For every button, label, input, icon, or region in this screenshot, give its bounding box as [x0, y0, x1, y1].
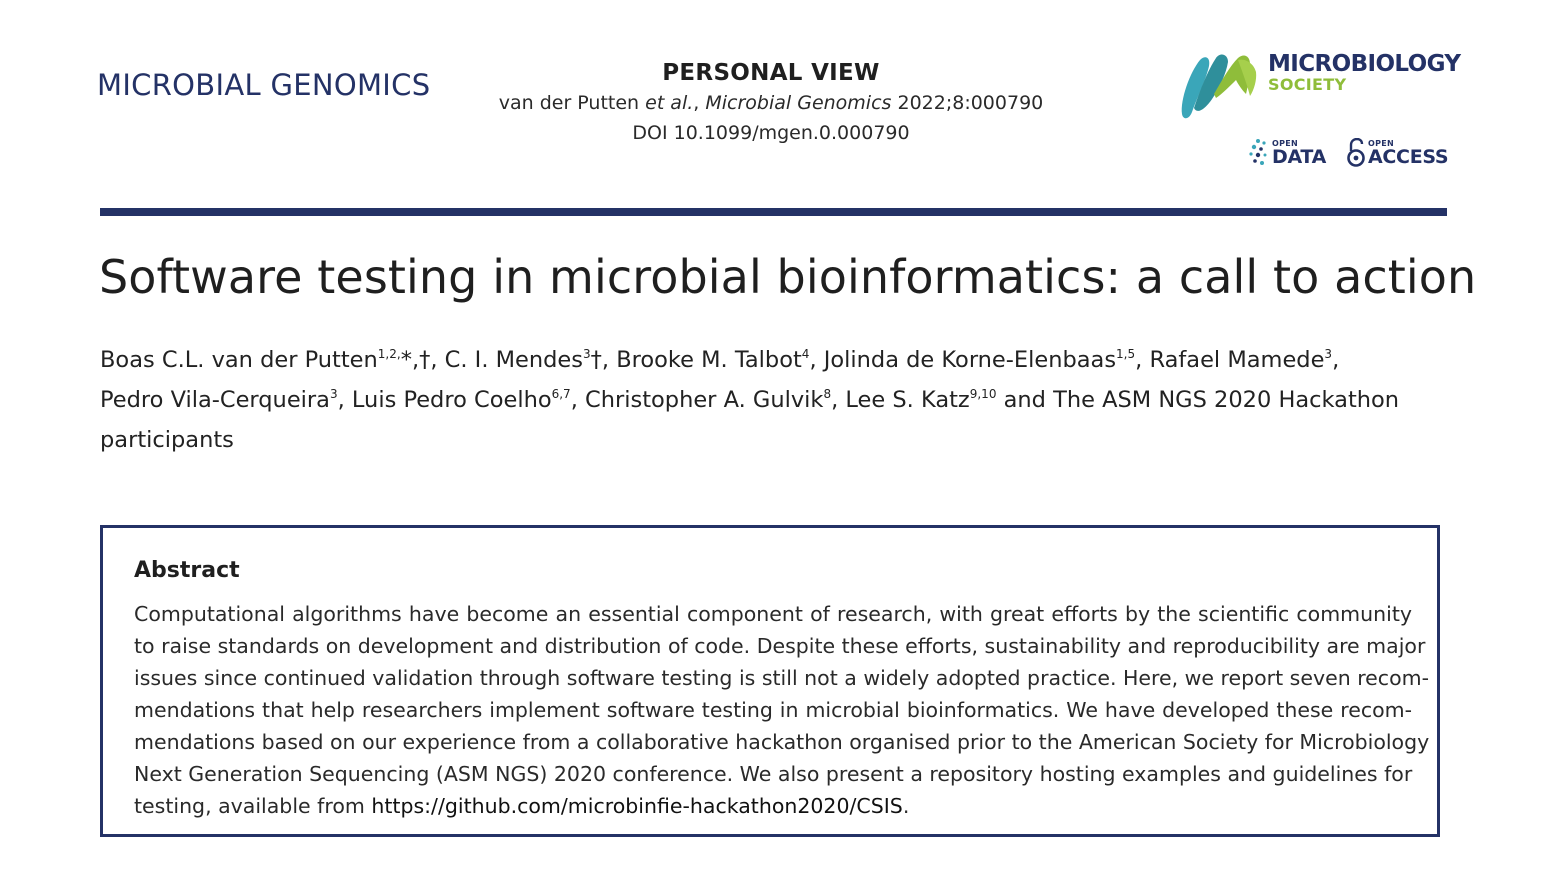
abstract-line: mendations that help researchers implement software testing in microbial bioinformatics. We have developed these recom- — [134, 698, 1412, 722]
citation — [420, 92, 1122, 114]
author-line-1 — [100, 340, 1430, 380]
article-title: Software testing in microbial bioinformatics: a call to action — [99, 250, 1477, 304]
abstract-line: to raise standards on development and distribution of code. Despite these efforts, sustainability and reproducibility are major — [134, 634, 1426, 658]
abstract-line: mendations based on our experience from a collaborative hackathon organised prior to the American Society for Microbiology — [134, 730, 1430, 754]
open-data-badge[interactable] — [1248, 136, 1328, 170]
author-suffix: †, — [590, 347, 617, 373]
author-suffix: *,†, — [400, 347, 445, 373]
author-name: Boas C.L. van der Putten — [100, 347, 378, 373]
abstract-line-last — [134, 790, 1412, 822]
author-affiliation: 6,7 — [551, 387, 571, 401]
abstract-line: issues since continued validation through software testing is still not a widely adopted practice. Here, we report seven recom- — [134, 666, 1429, 690]
header-rule — [100, 208, 1447, 216]
author-suffix: , — [809, 347, 824, 373]
doi[interactable]: DOI 10.1099/mgen.0.000790 — [632, 122, 910, 144]
author-name: Christopher A. Gulvik — [585, 387, 824, 413]
author-suffix: , — [831, 387, 846, 413]
author-suffix: , — [1135, 347, 1150, 373]
author-suffix: , — [570, 387, 586, 413]
author-affiliation: 4 — [801, 347, 810, 361]
author-name: Lee S. Katz — [845, 387, 970, 413]
author-list — [100, 340, 1430, 460]
repository-link[interactable]: https://github.com/microbinfie-hackathon2020/CSIS — [371, 794, 903, 818]
author-affiliation: 1,5 — [1116, 347, 1136, 361]
article-type: PERSONAL VIEW — [662, 60, 880, 86]
open-data-small: OPEN — [1272, 139, 1299, 148]
author-affiliation: 3 — [583, 347, 591, 361]
microbiology-society-logo[interactable] — [1178, 50, 1461, 122]
citation-etal: et al. — [645, 92, 694, 114]
open-data-icon — [1248, 138, 1270, 168]
author-suffix: , — [337, 387, 352, 413]
journal-name: MICROBIAL GENOMICS — [97, 68, 431, 102]
abstract-heading: Abstract — [134, 558, 240, 583]
citation-sep: , — [693, 92, 706, 114]
open-access-text — [1368, 140, 1448, 167]
citation-authors: van der Putten — [498, 92, 646, 114]
author-suffix: and The ASM NGS 2020 Hackathon — [996, 387, 1400, 413]
open-data-big: DATA — [1272, 146, 1326, 168]
author-name: Luis Pedro Coelho — [351, 387, 552, 413]
author-suffix: , — [1332, 347, 1340, 373]
author-name: Brooke M. Talbot — [616, 347, 802, 373]
abstract-line: Computational algorithms have become an essential component of research, with great efforts by the scientific community — [134, 602, 1412, 626]
society-wordmark — [1268, 53, 1460, 93]
abstract-line: Next Generation Sequencing (ASM NGS) 2020 conference. We also present a repository hosting examples and guidelines for — [134, 762, 1413, 786]
author-affiliation: 3 — [329, 387, 338, 401]
author-name: C. I. Mendes — [444, 347, 583, 373]
author-name: Jolinda de Korne-Elenbaas — [823, 347, 1117, 373]
author-line-3: participants — [100, 427, 234, 453]
article-header — [420, 60, 1122, 144]
author-affiliation: 8 — [823, 387, 832, 401]
abstract-body — [134, 598, 1430, 822]
badges — [1248, 136, 1448, 170]
citation-volume: 2022;8:000790 — [891, 92, 1044, 114]
citation-journal: Microbial Genomics — [705, 92, 892, 114]
open-access-lock-icon — [1346, 138, 1366, 168]
author-name: Rafael Mamede — [1149, 347, 1325, 373]
author-affiliation: 1,2, — [377, 347, 401, 361]
author-name: Pedro Vila-Cerqueira — [100, 387, 330, 413]
author-line-2 — [100, 380, 1430, 420]
author-affiliation: 3 — [1324, 347, 1333, 361]
abstract-last-prefix: testing, available from — [134, 794, 372, 818]
open-access-big: ACCESS — [1368, 146, 1449, 168]
abstract-box — [100, 525, 1440, 837]
society-name: MICROBIOLOGY — [1268, 51, 1461, 77]
open-data-text — [1272, 140, 1326, 167]
open-access-small: OPEN — [1368, 139, 1395, 148]
author-affiliation: 9,10 — [969, 387, 997, 401]
open-access-badge[interactable] — [1346, 136, 1448, 170]
microbiology-society-logo-icon — [1178, 50, 1268, 122]
society-sub: SOCIETY — [1268, 75, 1347, 94]
abstract-last-suffix: . — [902, 794, 910, 818]
